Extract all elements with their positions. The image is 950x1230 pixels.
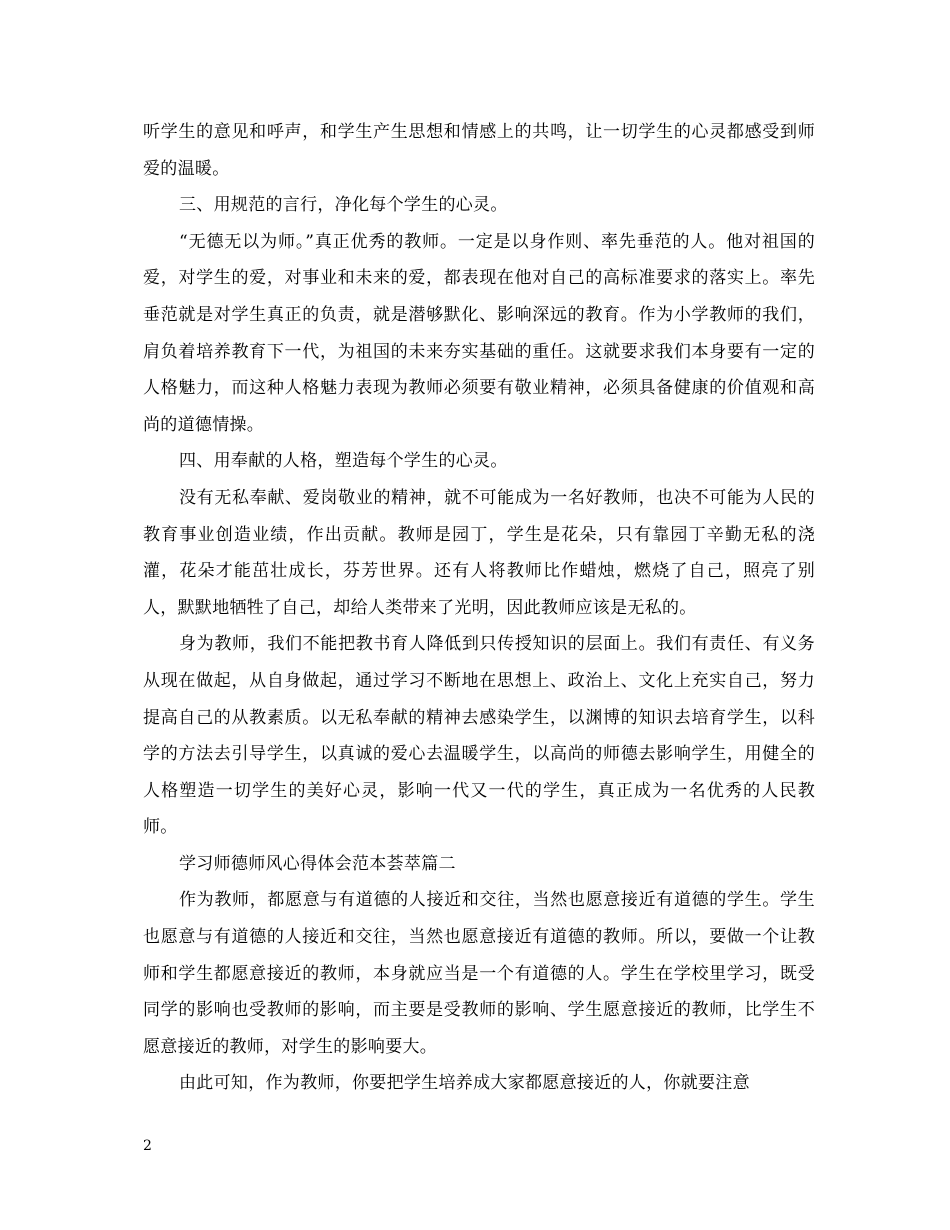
page-number: 2	[143, 1138, 152, 1154]
section-heading-3: 三、用规范的言行，净化每个学生的心灵。	[179, 195, 508, 216]
paragraph-5: 没有无私奉献、爱岗敬业的精神，就不可能成为一名好教师，也决不可能为人民的教育事业创造业绩，作出贡献。教师是园丁，学生是花朵，只有靠园丁辛勤无私的浇灌，花朵才能茁壮成长，芬芳世界。还有人将教师比作蜡烛，燃烧了自己，照亮了别人，默默地牺牲了自己，却给人类带来了光明，因此教师应该是无私的。	[143, 487, 815, 618]
document-body	[143, 114, 815, 1102]
paragraph-3: “无德无以为师。”真正优秀的教师。一定是以身作则、率先垂范的人。他对祖国的爱，对学生的爱，对事业和未来的爱，都表现在他对自己的高标准要求的落实上。率先垂范就是对学生真正的负责，就是潜够默化、影响深远的教育。作为小学教师的我们，肩负着培养教育下一代，为祖国的未来夯实基础的重任。这就要求我们本身要有一定的人格魅力，而这种人格魅力表现为教师必须要有敬业精神，必须具备健康的价值观和高尚的道德情操。	[143, 231, 815, 435]
paragraph-8: 作为教师，都愿意与有道德的人接近和交往，当然也愿意接近有道德的学生。学生也愿意与有道德的人接近和交往，当然也愿意接近有道德的教师。所以，要做一个让教师和学生都愿意接近的教师，本身就应当是一个有道德的人。学生在学校里学习，既受同学的影响也受教师的影响，而主要是受教师的影响、学生愿意接近的教师，比学生不愿意接近的教师，对学生的影响要大。	[143, 890, 815, 1057]
section-heading-4: 四、用奉献的人格，塑造每个学生的心灵。	[179, 451, 508, 472]
paragraph-6: 身为教师，我们不能把教书育人降低到只传授知识的层面上。我们有责任、有义务从现在做起，从自身做起，通过学习不断地在思想上、政治上、文化上充实自己，努力提高自己的从教素质。以无私奉献的精神去感染学生，以渊博的知识去培育学生，以科学的方法去引导学生，以真诚的爱心去温暖学生，以高尚的师德去影响学生，用健全的人格塑造一切学生的美好心灵，影响一代又一代的学生，真正成为一名优秀的人民教师。	[143, 634, 815, 838]
article-subtitle: 学习师德师风心得体会范本荟萃篇二	[179, 853, 456, 874]
paragraph-1: 听学生的意见和呼声，和学生产生思想和情感上的共鸣，让一切学生的心灵都感受到师爱的温暖。	[143, 122, 815, 179]
paragraph-9: 由此可知，作为教师，你要把学生培养成大家都愿意接近的人，你就要注意	[179, 1073, 750, 1094]
